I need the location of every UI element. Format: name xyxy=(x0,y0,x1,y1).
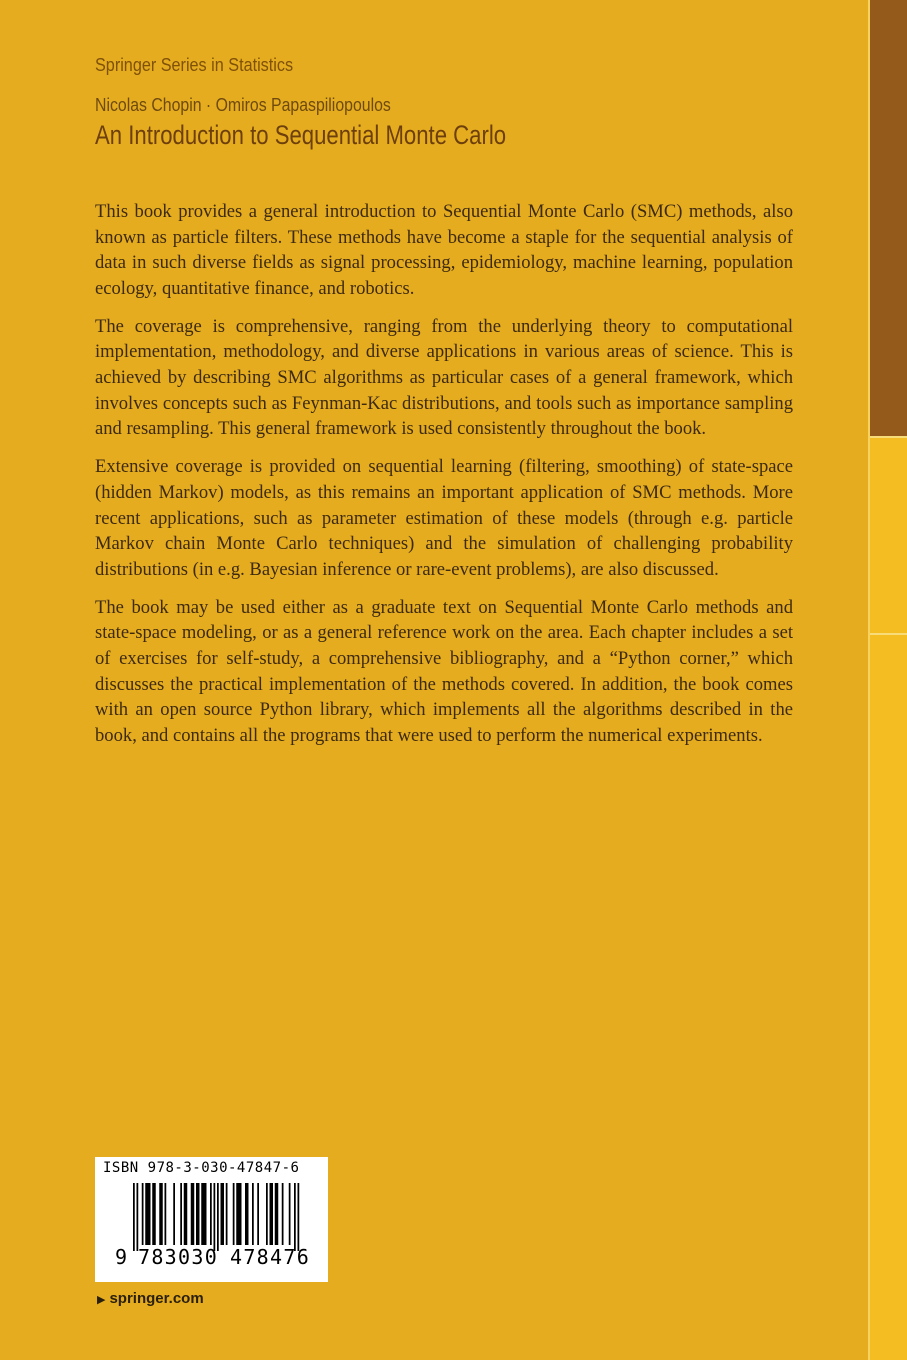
barcode-bar xyxy=(233,1183,235,1245)
barcode-bar xyxy=(282,1183,284,1245)
barcode-bar xyxy=(165,1183,167,1245)
triangle-right-icon: ▶ xyxy=(97,1294,106,1306)
barcode-bar xyxy=(257,1183,259,1245)
barcode-bar xyxy=(289,1183,291,1245)
isbn-label: ISBN 978-3-030-47847-6 xyxy=(103,1160,300,1176)
barcode-bar xyxy=(266,1183,268,1245)
series-name: Springer Series in Statistics xyxy=(95,55,294,75)
springer-link[interactable] xyxy=(97,1290,204,1307)
barcode-bar xyxy=(184,1183,188,1245)
spine-divider-top xyxy=(870,436,907,438)
barcode-digits-right: 478476 xyxy=(230,1245,311,1269)
barcode-bar xyxy=(159,1183,163,1245)
barcode-bar xyxy=(145,1183,150,1245)
barcode-bar xyxy=(270,1183,274,1245)
barcode-bar xyxy=(214,1183,216,1251)
barcode-box xyxy=(95,1157,328,1282)
barcode-bar xyxy=(221,1183,225,1245)
barcode-bar xyxy=(191,1183,195,1245)
barcode-bar xyxy=(226,1183,228,1245)
barcode-bar xyxy=(245,1183,249,1245)
barcode-bar xyxy=(294,1183,296,1251)
barcode-bar xyxy=(180,1183,182,1245)
barcode-bar xyxy=(137,1183,139,1251)
blurb-paragraph: The coverage is comprehensive, ranging from the underlying theory to computational implementation, methodology, and diverse applications in various areas of science. This is achieved by describing SMC algorithms as particular cases of a general framework, which involves concepts such as Feynman-Kac distributions, and tools such as importance sampling and resampling. This general framework is used consistently throughout the book. xyxy=(95,315,793,440)
barcode-bar xyxy=(173,1183,175,1245)
barcode-bar xyxy=(201,1183,206,1245)
blurb-paragraph: The book may be used either as a graduate text on Sequential Monte Carlo methods and state-space modeling, or as a general reference work on the area. Each chapter includes a set of exercises for self-study, a comprehensive bibliography, and a “Python corner,” which discusses the practical implementation of the methods covered. In addition, the book comes with an open source Python library, which implements all the algorithms described in the book, and contains all the programs that were used to perform the numerical experiments. xyxy=(95,596,793,746)
springer-link-text: springer.com xyxy=(109,1290,204,1307)
barcode-bar xyxy=(275,1183,279,1245)
blurb-paragraph: Extensive coverage is provided on sequential learning (filtering, smoothing) of state-space (hidden Markov) models, as this remains an important application of SMC methods. More recent applications, such as parameter estimation of these models (through e.g. particle Markov chain Monte Carlo techniques) and the simulation of challenging probability distributions (in e.g. Bayesian inference or rare-event problems), are also discussed. xyxy=(95,456,793,580)
blurb xyxy=(95,199,793,761)
barcode-digit-first: 9 xyxy=(115,1245,128,1269)
blurb-paragraph: This book provides a general introduction to Sequential Monte Carlo (SMC) methods, also known as particle filters. These methods have become a staple for the sequential analysis of data in such diverse fields as signal processing, epidemiology, machine learning, population ecology, quantitative finance, and robotics. xyxy=(95,201,793,299)
spine-brown-block xyxy=(870,0,907,436)
authors: Nicolas Chopin · Omiros Papaspiliopoulos xyxy=(95,95,391,115)
barcode-bar xyxy=(298,1183,300,1251)
spine-divider-bottom xyxy=(870,633,907,635)
barcode-digits-left: 783030 xyxy=(138,1245,219,1269)
barcode-bar xyxy=(210,1183,212,1245)
barcode-bar xyxy=(142,1183,144,1245)
barcode-bar xyxy=(133,1183,135,1251)
barcode-bar xyxy=(236,1183,241,1245)
barcode-bar xyxy=(196,1183,200,1245)
barcode-bar xyxy=(252,1183,254,1245)
barcode-bar xyxy=(152,1183,156,1245)
barcode-bar xyxy=(217,1183,219,1251)
book-title: An Introduction to Sequential Monte Carlo xyxy=(95,120,507,150)
